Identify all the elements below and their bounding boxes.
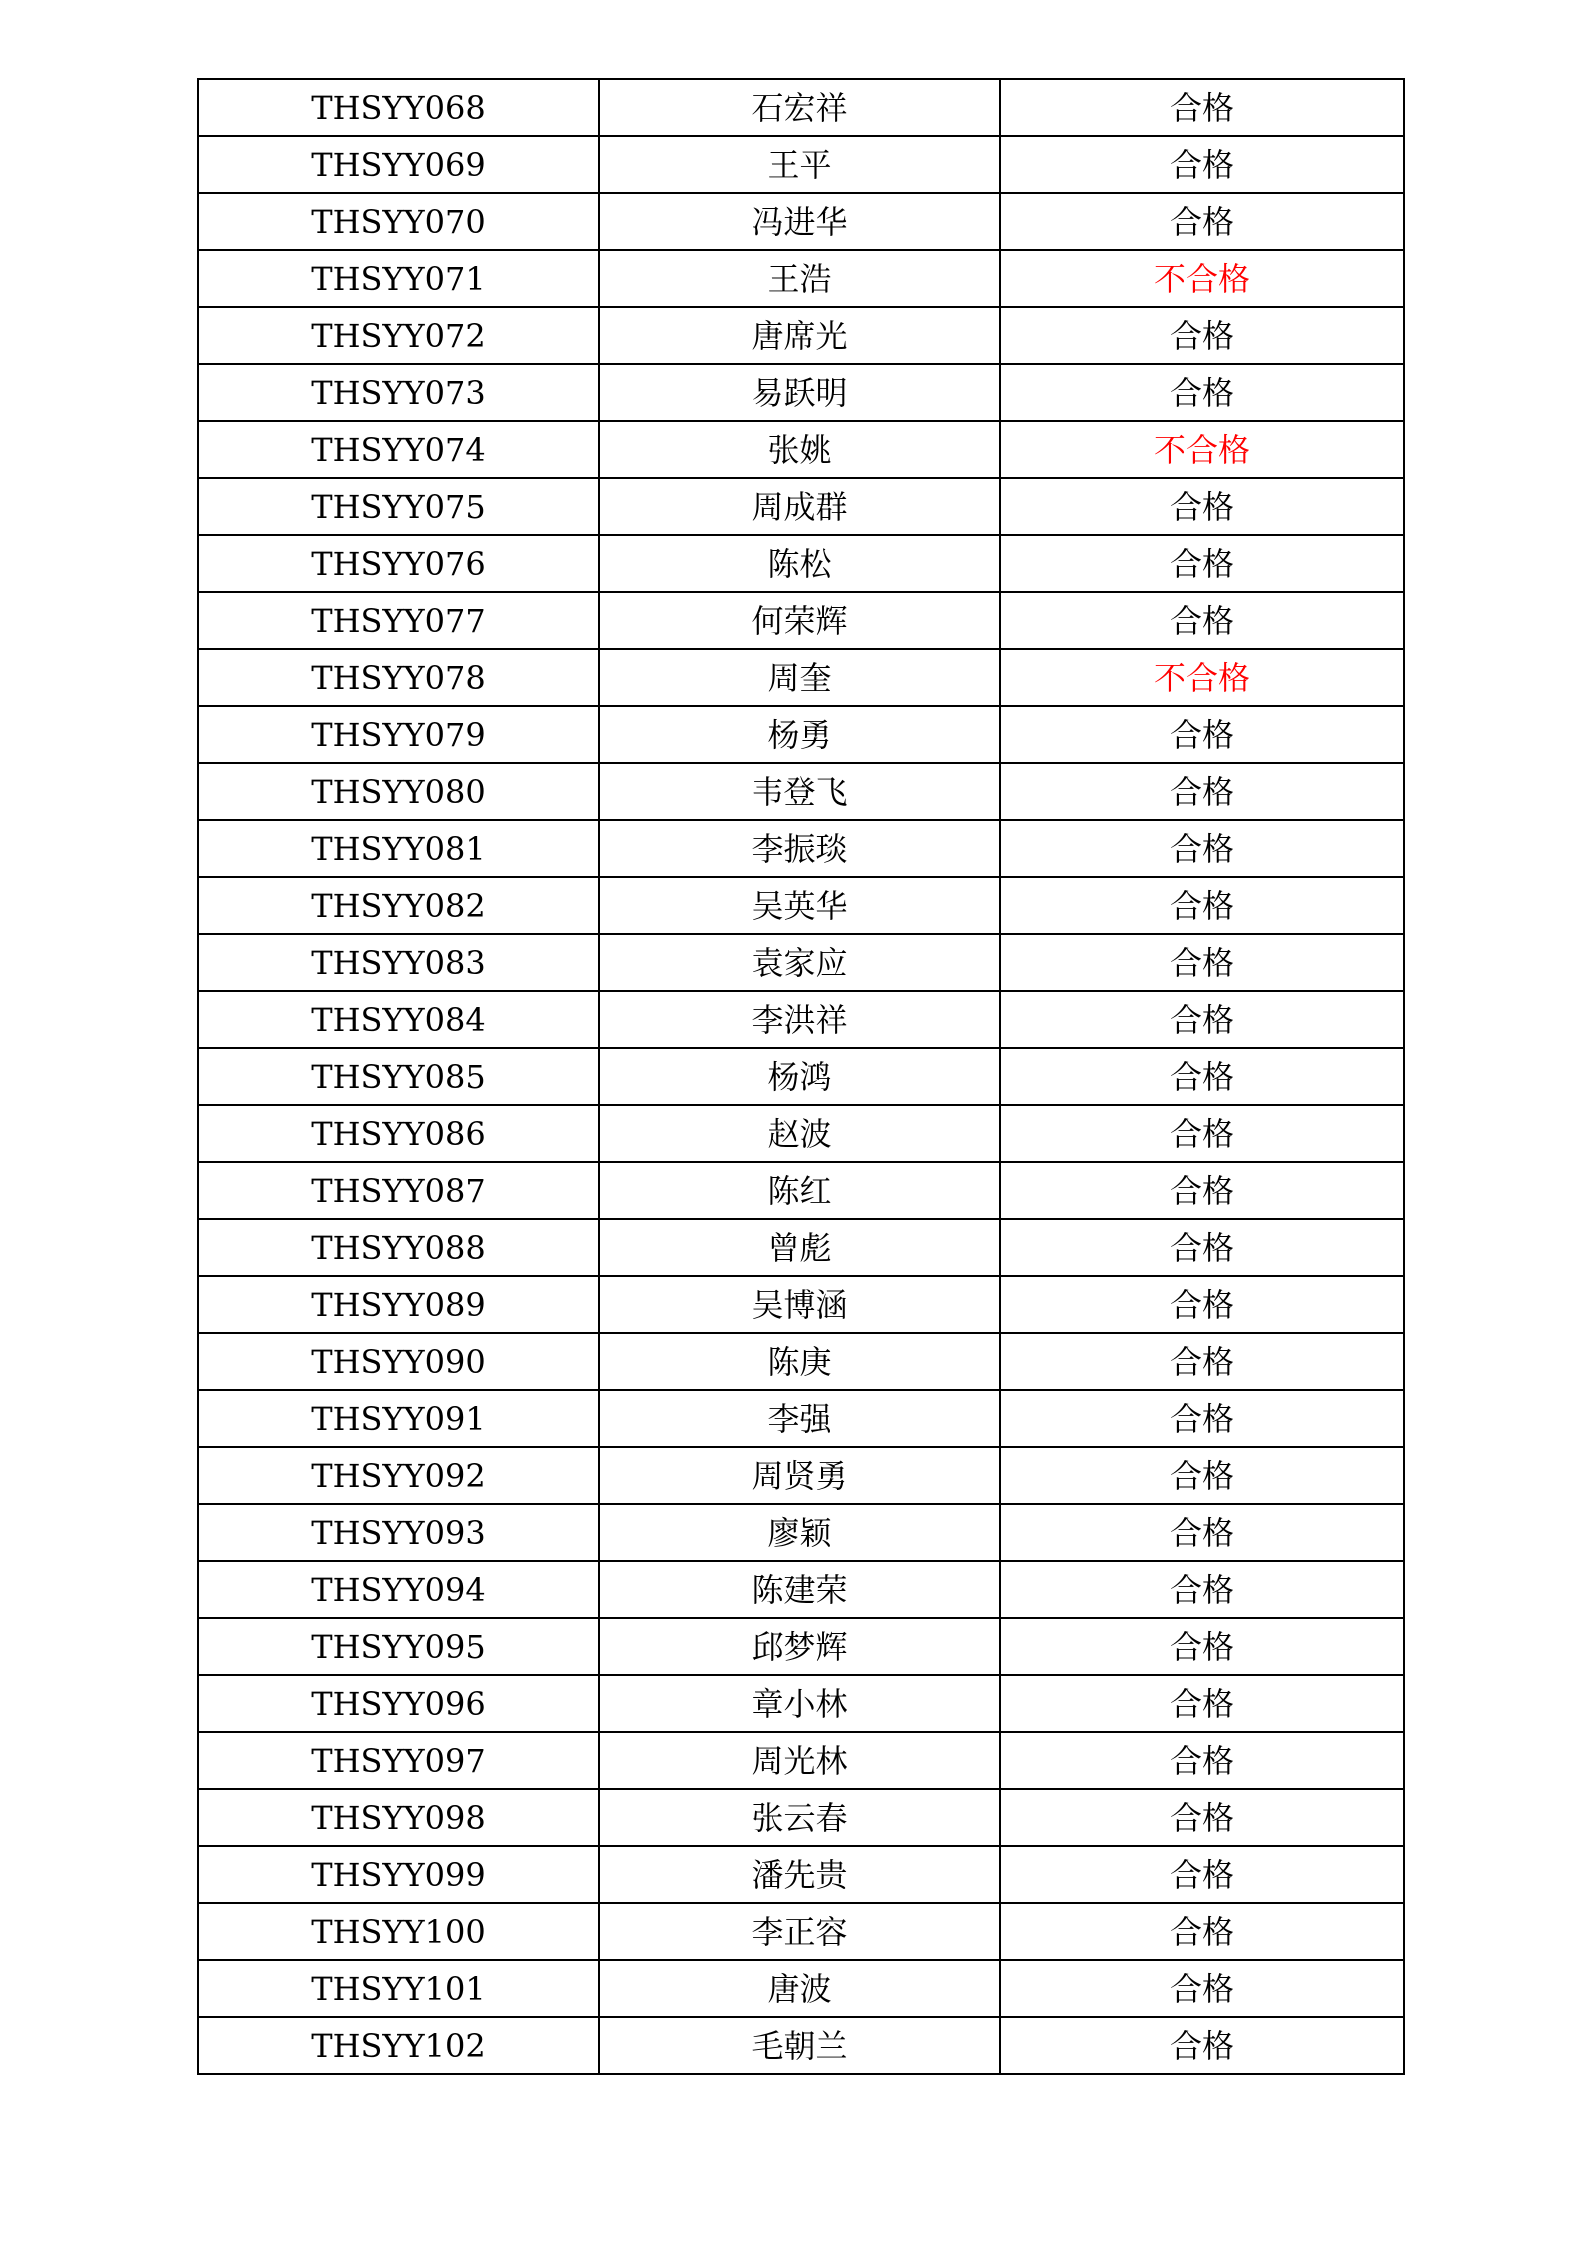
table-row	[198, 250, 1404, 307]
result-pass-cell: 合格	[1000, 1903, 1404, 1960]
candidate-id-cell: THSYY069	[198, 136, 599, 193]
result-pass-cell: 合格	[1000, 1504, 1404, 1561]
table-row	[198, 649, 1404, 706]
result-pass-cell: 合格	[1000, 1105, 1404, 1162]
table-row	[198, 877, 1404, 934]
table-row	[198, 421, 1404, 478]
candidate-name-cell: 冯进华	[599, 193, 1000, 250]
candidate-name-cell: 赵波	[599, 1105, 1000, 1162]
candidate-id-cell: THSYY072	[198, 307, 599, 364]
candidate-name-cell: 吴英华	[599, 877, 1000, 934]
candidate-id-cell: THSYY071	[198, 250, 599, 307]
candidate-id-cell: THSYY078	[198, 649, 599, 706]
candidate-name-cell: 吴博涵	[599, 1276, 1000, 1333]
candidate-id-cell: THSYY102	[198, 2017, 599, 2074]
table-row	[198, 1276, 1404, 1333]
candidate-name-cell: 陈松	[599, 535, 1000, 592]
table-row	[198, 1846, 1404, 1903]
table-row	[198, 535, 1404, 592]
candidate-name-cell: 毛朝兰	[599, 2017, 1000, 2074]
result-pass-cell: 合格	[1000, 1561, 1404, 1618]
table-row	[198, 1162, 1404, 1219]
candidate-name-cell: 韦登飞	[599, 763, 1000, 820]
table-row	[198, 991, 1404, 1048]
table-row	[198, 1561, 1404, 1618]
result-pass-cell: 合格	[1000, 934, 1404, 991]
candidate-id-cell: THSYY084	[198, 991, 599, 1048]
candidate-id-cell: THSYY091	[198, 1390, 599, 1447]
table-row	[198, 478, 1404, 535]
candidate-id-cell: THSYY097	[198, 1732, 599, 1789]
candidate-name-cell: 杨鸿	[599, 1048, 1000, 1105]
result-pass-cell: 合格	[1000, 1960, 1404, 2017]
result-pass-cell: 合格	[1000, 592, 1404, 649]
candidate-name-cell: 张云春	[599, 1789, 1000, 1846]
candidate-id-cell: THSYY088	[198, 1219, 599, 1276]
candidate-id-cell: THSYY086	[198, 1105, 599, 1162]
candidate-name-cell: 张姚	[599, 421, 1000, 478]
candidate-id-cell: THSYY068	[198, 79, 599, 136]
result-pass-cell: 合格	[1000, 1789, 1404, 1846]
table-row	[198, 1789, 1404, 1846]
result-pass-cell: 合格	[1000, 763, 1404, 820]
result-pass-cell: 合格	[1000, 1333, 1404, 1390]
candidate-name-cell: 王平	[599, 136, 1000, 193]
candidate-id-cell: THSYY100	[198, 1903, 599, 1960]
result-pass-cell: 合格	[1000, 1219, 1404, 1276]
candidate-id-cell: THSYY074	[198, 421, 599, 478]
table-row	[198, 136, 1404, 193]
candidate-name-cell: 周贤勇	[599, 1447, 1000, 1504]
candidate-id-cell: THSYY075	[198, 478, 599, 535]
result-pass-cell: 合格	[1000, 1276, 1404, 1333]
table-row	[198, 1447, 1404, 1504]
result-pass-cell: 合格	[1000, 136, 1404, 193]
table-row	[198, 2017, 1404, 2074]
result-pass-cell: 合格	[1000, 535, 1404, 592]
candidate-id-cell: THSYY099	[198, 1846, 599, 1903]
result-pass-cell: 合格	[1000, 991, 1404, 1048]
table-row	[198, 1960, 1404, 2017]
candidate-name-cell: 陈建荣	[599, 1561, 1000, 1618]
candidate-id-cell: THSYY073	[198, 364, 599, 421]
candidate-name-cell: 曾彪	[599, 1219, 1000, 1276]
candidate-name-cell: 廖颖	[599, 1504, 1000, 1561]
result-pass-cell: 合格	[1000, 193, 1404, 250]
candidate-id-cell: THSYY082	[198, 877, 599, 934]
table-row	[198, 193, 1404, 250]
table-row	[198, 592, 1404, 649]
table-row	[198, 364, 1404, 421]
candidate-name-cell: 王浩	[599, 250, 1000, 307]
candidate-name-cell: 石宏祥	[599, 79, 1000, 136]
candidate-name-cell: 邱梦辉	[599, 1618, 1000, 1675]
table-row	[198, 706, 1404, 763]
candidate-id-cell: THSYY085	[198, 1048, 599, 1105]
result-pass-cell: 合格	[1000, 307, 1404, 364]
candidate-id-cell: THSYY083	[198, 934, 599, 991]
result-pass-cell: 合格	[1000, 478, 1404, 535]
candidate-name-cell: 李强	[599, 1390, 1000, 1447]
candidate-name-cell: 章小林	[599, 1675, 1000, 1732]
candidate-name-cell: 袁家应	[599, 934, 1000, 991]
candidate-name-cell: 潘先贵	[599, 1846, 1000, 1903]
result-pass-cell: 合格	[1000, 1390, 1404, 1447]
candidate-id-cell: THSYY070	[198, 193, 599, 250]
candidate-name-cell: 何荣辉	[599, 592, 1000, 649]
table-row	[198, 1732, 1404, 1789]
result-fail-cell: 不合格	[1000, 421, 1404, 478]
candidate-name-cell: 周成群	[599, 478, 1000, 535]
table-row	[198, 934, 1404, 991]
result-pass-cell: 合格	[1000, 1162, 1404, 1219]
candidate-id-cell: THSYY089	[198, 1276, 599, 1333]
result-pass-cell: 合格	[1000, 877, 1404, 934]
table-row	[198, 79, 1404, 136]
candidate-id-cell: THSYY096	[198, 1675, 599, 1732]
candidate-id-cell: THSYY087	[198, 1162, 599, 1219]
result-pass-cell: 合格	[1000, 364, 1404, 421]
table-row	[198, 1390, 1404, 1447]
table-row	[198, 1903, 1404, 1960]
result-pass-cell: 合格	[1000, 1618, 1404, 1675]
candidate-id-cell: THSYY095	[198, 1618, 599, 1675]
candidate-id-cell: THSYY081	[198, 820, 599, 877]
table-row	[198, 763, 1404, 820]
table-row	[198, 1105, 1404, 1162]
result-fail-cell: 不合格	[1000, 649, 1404, 706]
result-pass-cell: 合格	[1000, 1447, 1404, 1504]
table-row	[198, 1618, 1404, 1675]
candidate-name-cell: 李正容	[599, 1903, 1000, 1960]
candidate-name-cell: 易跃明	[599, 364, 1000, 421]
candidate-id-cell: THSYY080	[198, 763, 599, 820]
candidate-id-cell: THSYY090	[198, 1333, 599, 1390]
candidate-id-cell: THSYY077	[198, 592, 599, 649]
results-table	[197, 78, 1405, 2075]
candidate-name-cell: 李洪祥	[599, 991, 1000, 1048]
table-row	[198, 1333, 1404, 1390]
result-pass-cell: 合格	[1000, 1846, 1404, 1903]
candidate-name-cell: 李振琰	[599, 820, 1000, 877]
candidate-name-cell: 陈庚	[599, 1333, 1000, 1390]
result-pass-cell: 合格	[1000, 1732, 1404, 1789]
result-pass-cell: 合格	[1000, 2017, 1404, 2074]
candidate-id-cell: THSYY098	[198, 1789, 599, 1846]
candidate-id-cell: THSYY101	[198, 1960, 599, 2017]
candidate-name-cell: 唐波	[599, 1960, 1000, 2017]
candidate-id-cell: THSYY092	[198, 1447, 599, 1504]
result-pass-cell: 合格	[1000, 79, 1404, 136]
candidate-id-cell: THSYY093	[198, 1504, 599, 1561]
candidate-name-cell: 杨勇	[599, 706, 1000, 763]
result-pass-cell: 合格	[1000, 706, 1404, 763]
candidate-id-cell: THSYY094	[198, 1561, 599, 1618]
candidate-name-cell: 陈红	[599, 1162, 1000, 1219]
result-pass-cell: 合格	[1000, 1675, 1404, 1732]
result-pass-cell: 合格	[1000, 1048, 1404, 1105]
candidate-id-cell: THSYY079	[198, 706, 599, 763]
candidate-name-cell: 唐席光	[599, 307, 1000, 364]
results-table-body	[198, 79, 1404, 2074]
table-row	[198, 1219, 1404, 1276]
candidate-name-cell: 周奎	[599, 649, 1000, 706]
candidate-id-cell: THSYY076	[198, 535, 599, 592]
result-pass-cell: 合格	[1000, 820, 1404, 877]
table-row	[198, 1675, 1404, 1732]
table-row	[198, 1504, 1404, 1561]
candidate-name-cell: 周光林	[599, 1732, 1000, 1789]
result-fail-cell: 不合格	[1000, 250, 1404, 307]
table-row	[198, 820, 1404, 877]
table-row	[198, 307, 1404, 364]
table-row	[198, 1048, 1404, 1105]
